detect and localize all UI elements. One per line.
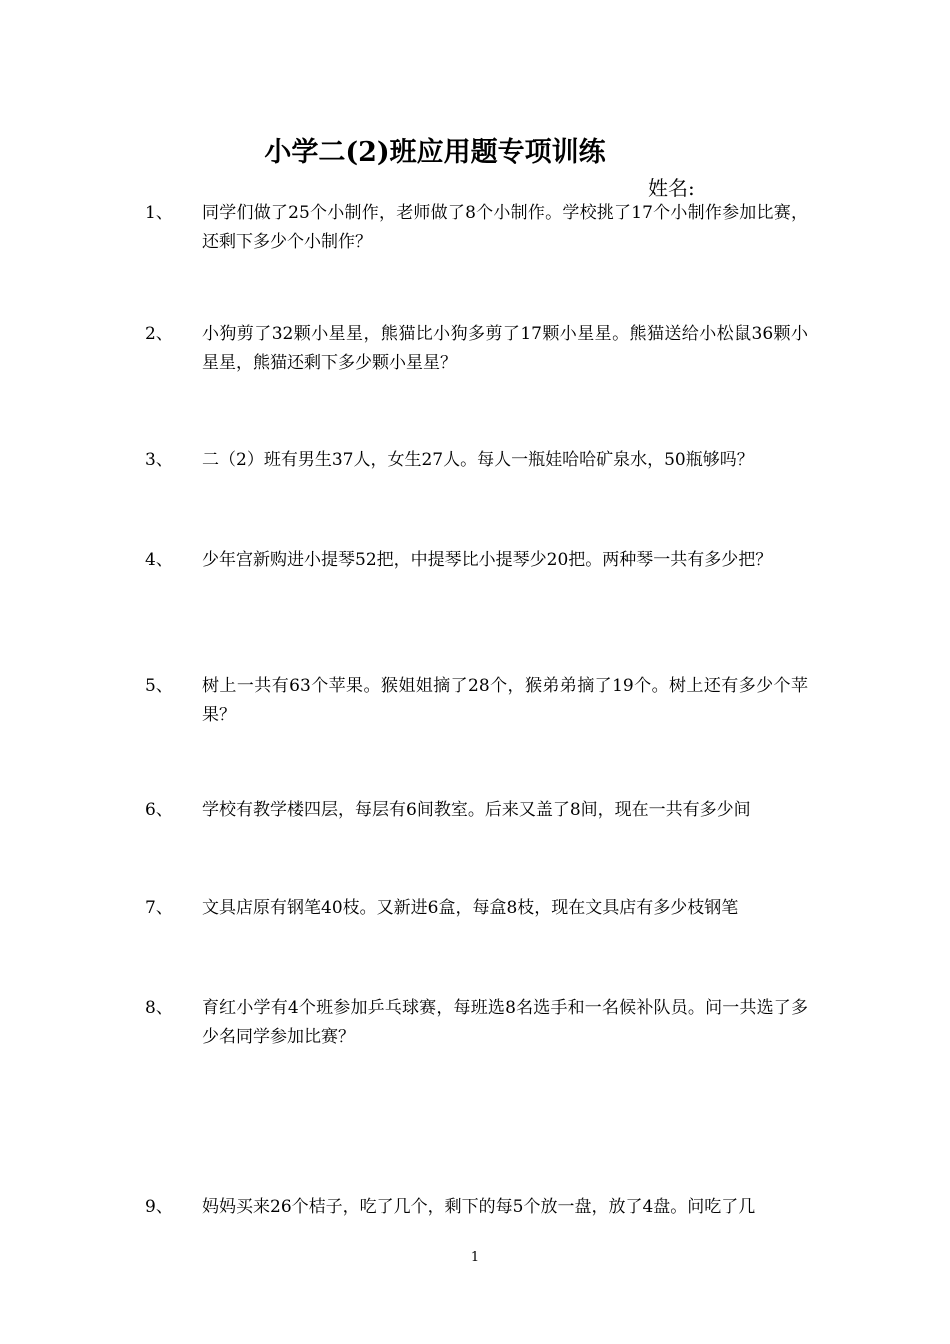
question-number: 3、	[145, 450, 173, 470]
question-text: 小狗剪了32颗小星星，熊猫比小狗多剪了17颗小星星。熊猫送给小松鼠36颗小星星，熊猫还剩下多少颗小星星？	[202, 324, 808, 373]
question-number: 4、	[145, 550, 173, 570]
question-number: 7、	[145, 898, 173, 918]
question-text: 育红小学有4个班参加乒乓球赛，每班选8名选手和一名候补队员。问一共选了多少名同学参加比赛？	[202, 998, 808, 1047]
question-number: 9、	[145, 1197, 173, 1217]
question-text: 学校有教学楼四层，每层有6间教室。后来又盖了8间，现在一共有多少间	[202, 800, 751, 820]
question-number: 2、	[145, 324, 173, 344]
question-text: 二（2）班有男生37人，女生27人。每人一瓶娃哈哈矿泉水，50瓶够吗？	[202, 450, 754, 470]
question-text: 少年宫新购进小提琴52把，中提琴比小提琴少20把。两种琴一共有多少把？	[202, 550, 773, 570]
question-number: 1、	[145, 203, 173, 223]
document-title: 小学二(2)班应用题专项训练	[264, 137, 606, 168]
question-number: 6、	[145, 800, 173, 820]
question-text: 树上一共有63个苹果。猴姐姐摘了28个，猴弟弟摘了19个。树上还有多少个苹果？	[202, 676, 808, 725]
question-number: 5、	[145, 676, 173, 696]
question-text: 妈妈买来26个桔子，吃了几个，剩下的每5个放一盘，放了4盘。问吃了几	[202, 1197, 756, 1217]
question-text: 同学们做了25个小制作，老师做了8个小制作。学校挑了17个小制作参加比赛，还剩下多少个小制作？	[202, 203, 808, 252]
page-number: 1	[470, 1250, 480, 1265]
question-number: 8、	[145, 998, 173, 1018]
student-name-label: 姓名:	[648, 176, 695, 200]
question-text: 文具店原有钢笔40枝。又新进6盒，每盒8枝，现在文具店有多少枝钢笔	[202, 898, 739, 918]
